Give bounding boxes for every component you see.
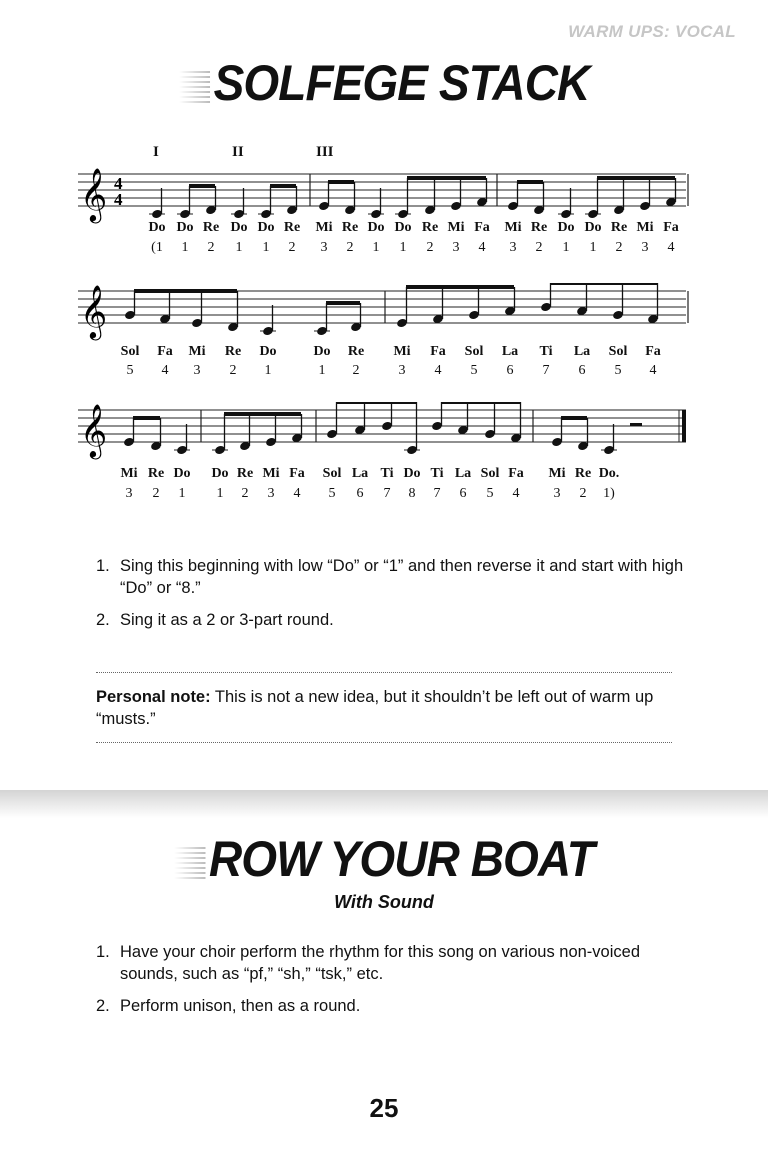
scale-number: 6 (459, 486, 467, 501)
page-number: 25 (369, 1093, 399, 1123)
solfege-syllable: Do (148, 220, 166, 235)
section-header-tag: WARM UPS: VOCAL (568, 22, 736, 41)
scale-number: 6 (578, 363, 586, 378)
section-subtitle: With Sound (334, 892, 434, 912)
scale-number: 1 (372, 240, 380, 255)
solfege-syllable: Re (236, 466, 254, 481)
solfege-syllable: Do (259, 344, 277, 359)
solfege-syllable: Mi (120, 466, 138, 481)
solfege-syllable: Do (557, 220, 575, 235)
scale-number: 2 (535, 240, 543, 255)
solfege-syllable: Do (367, 220, 385, 235)
solfege-syllable: Mi (188, 344, 206, 359)
scale-number: 2 (615, 240, 623, 255)
scale-number: 2 (288, 240, 296, 255)
solfege-syllable: Sol (120, 344, 140, 359)
instruction-item: 1. Sing this beginning with low “Do” or “1” and then reverse it and start with high “Do” or “8.” (96, 557, 684, 597)
dotted-divider (96, 672, 672, 673)
solfege-syllable: Mi (315, 220, 333, 235)
scale-number: 1 (562, 240, 570, 255)
solfege-syllable: Re (347, 344, 365, 359)
instruction-item: 2. Perform unison, then as a round. (96, 997, 361, 1015)
solfege-syllable: Do (211, 466, 229, 481)
scale-number: 1 (264, 363, 272, 378)
solfege-syllable: Fa (508, 466, 524, 481)
solfege-syllable: Do (176, 220, 194, 235)
solfege-syllable: Do (230, 220, 248, 235)
round-entry-marker: II (232, 144, 244, 160)
scale-number: 2 (207, 240, 215, 255)
treble-clef-icon: 𝄞 (80, 284, 108, 338)
solfege-syllable: Fa (474, 220, 490, 235)
speed-lines-decoration (179, 71, 210, 103)
solfege-syllable: Mi (447, 220, 465, 235)
solfege-syllable: Re (202, 220, 220, 235)
scale-number: 2 (426, 240, 434, 255)
scale-number: 2 (352, 363, 360, 378)
scale-number: 4 (667, 240, 675, 255)
scale-number: 3 (398, 363, 406, 378)
solfege-syllable: Fa (663, 220, 679, 235)
final-bar-line (682, 410, 686, 442)
scale-number: 3 (193, 363, 201, 378)
scale-number: 1 (216, 486, 224, 501)
scale-number: 5 (486, 486, 494, 501)
solfege-syllable: Sol (322, 466, 342, 481)
solfege-syllable: Sol (464, 344, 484, 359)
scale-number: 1 (235, 240, 243, 255)
solfege-syllable: La (573, 344, 591, 359)
solfege-syllable: Do. (598, 466, 620, 481)
scale-number: (1 (151, 240, 163, 255)
scale-number: 1 (181, 240, 189, 255)
section-title-row-your-boat: ROW YOUR BOAT (31, 830, 738, 888)
solfege-syllable: La (454, 466, 472, 481)
solfege-syllable: Ti (430, 466, 444, 481)
solfege-syllable: Re (610, 220, 628, 235)
solfege-syllable: Re (421, 220, 439, 235)
dotted-divider (96, 742, 672, 743)
scale-number: 1 (399, 240, 407, 255)
solfege-syllable: Sol (608, 344, 628, 359)
scale-number: 3 (125, 486, 133, 501)
solfege-syllable: Mi (548, 466, 566, 481)
scale-number: 3 (641, 240, 649, 255)
scale-number: 2 (579, 486, 587, 501)
row-your-boat-instructions-list (96, 941, 686, 1027)
scale-number: 1 (589, 240, 597, 255)
scale-number: 2 (241, 486, 249, 501)
solfege-syllable: Re (283, 220, 301, 235)
scale-number: 3 (553, 486, 561, 501)
scale-number: 6 (356, 486, 364, 501)
instruction-item: 1. Have your choir perform the rhythm for this song on various non-voiced sounds, such as “pf,” “sh,” “tsk,” etc. (96, 943, 640, 983)
solfege-instructions-list (96, 555, 686, 641)
scale-number: 1) (603, 486, 615, 501)
time-signature: 4 (114, 174, 123, 193)
scale-number: 3 (267, 486, 275, 501)
round-entry-marker: I (153, 144, 159, 160)
scale-number: 2 (152, 486, 160, 501)
solfege-syllable: Fa (157, 344, 173, 359)
treble-clef-icon: 𝄞 (80, 403, 108, 457)
solfege-syllable: Do (313, 344, 331, 359)
solfege-syllable: Re (574, 466, 592, 481)
scale-number: 4 (649, 363, 657, 378)
music-staff-2 (72, 283, 692, 347)
scale-number: 5 (614, 363, 622, 378)
scale-number: 7 (383, 486, 391, 501)
scale-number: 4 (512, 486, 520, 501)
scale-number: 6 (506, 363, 514, 378)
solfege-syllable: Ti (539, 344, 553, 359)
solfege-syllable: La (501, 344, 519, 359)
scale-number: 7 (542, 363, 550, 378)
solfege-syllable: Sol (480, 466, 500, 481)
scale-number: 2 (229, 363, 237, 378)
solfege-syllable: Do (584, 220, 602, 235)
solfege-syllable: Re (341, 220, 359, 235)
scale-number: 7 (433, 486, 441, 501)
speed-lines-decoration (174, 847, 205, 879)
solfege-syllable: Mi (504, 220, 522, 235)
scale-number: 3 (320, 240, 328, 255)
scale-number: 4 (161, 363, 169, 378)
solfege-syllable: Mi (636, 220, 654, 235)
scale-number: 5 (328, 486, 336, 501)
solfege-syllable: Mi (262, 466, 280, 481)
solfege-syllable: Ti (380, 466, 394, 481)
solfege-syllable: Fa (645, 344, 661, 359)
scale-number: 2 (346, 240, 354, 255)
time-signature: 4 (114, 190, 123, 209)
solfege-syllable: Do (173, 466, 191, 481)
treble-clef-icon: 𝄞 (80, 167, 108, 221)
music-staff-3 (72, 402, 692, 466)
scale-number: 4 (478, 240, 486, 255)
solfege-syllable: Do (394, 220, 412, 235)
half-rest (630, 423, 642, 426)
solfege-syllable: Do (257, 220, 275, 235)
solfege-syllable: Re (530, 220, 548, 235)
scale-number: 8 (408, 486, 416, 501)
solfege-syllable: Mi (393, 344, 411, 359)
scale-number: 4 (293, 486, 301, 501)
solfege-syllable: Re (224, 344, 242, 359)
personal-note: Personal note: This is not a new idea, but it shouldn’t be left out of warm up “musts.” (96, 688, 654, 728)
round-entry-marker: III (316, 144, 334, 160)
scale-number: 1 (318, 363, 326, 378)
solfege-syllable: La (351, 466, 369, 481)
solfege-syllable: Do (403, 466, 421, 481)
scale-number: 3 (509, 240, 517, 255)
section-separator-band (0, 790, 768, 818)
scale-number: 5 (470, 363, 478, 378)
solfege-syllable: Re (147, 466, 165, 481)
scale-number: 1 (178, 486, 186, 501)
scale-number: 5 (126, 363, 134, 378)
scale-number: 4 (434, 363, 442, 378)
scale-number: 3 (452, 240, 460, 255)
solfege-syllable: Fa (430, 344, 446, 359)
solfege-syllable: Fa (289, 466, 305, 481)
scale-number: 1 (262, 240, 270, 255)
instruction-item: 2. Sing it as a 2 or 3-part round. (96, 611, 334, 629)
section-title-solfege-stack: SOLFEGE STACK (31, 54, 738, 112)
